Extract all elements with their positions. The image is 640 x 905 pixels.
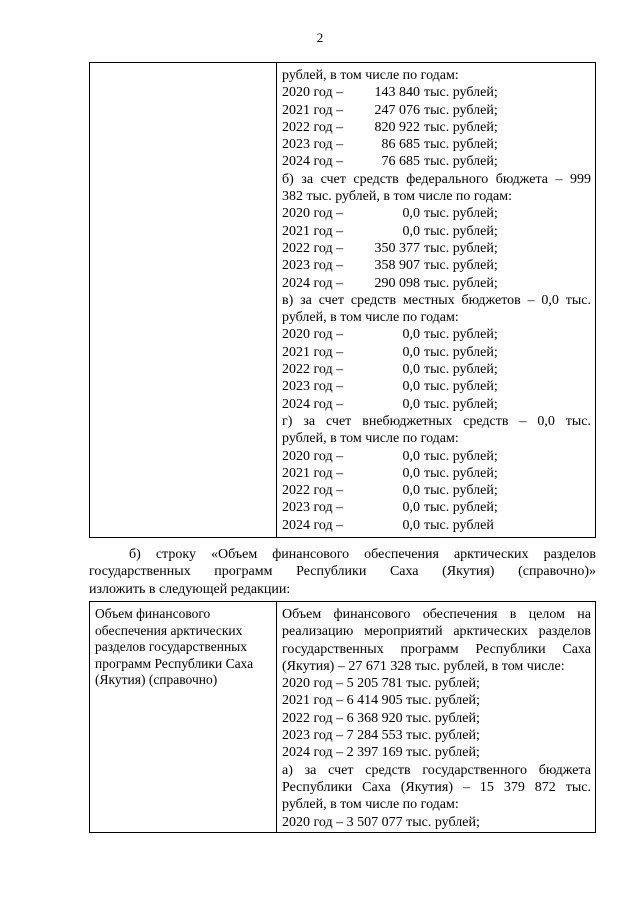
year-unit: тыс. рублей;: [424, 344, 498, 360]
year-label: 2022 год –: [282, 362, 344, 378]
year-unit: тыс. рублей: [424, 517, 494, 533]
year-label: 2020 год –: [282, 85, 344, 101]
year-amount-row: [282, 378, 591, 395]
year-unit: тыс. рублей;: [424, 258, 498, 274]
year-value: 0,0: [402, 344, 420, 360]
left-cell-line: (Якутия) (справочно): [95, 672, 218, 687]
year-value: 86 685: [381, 137, 420, 153]
year-unit: тыс. рублей;: [424, 240, 498, 256]
year-label: 2022 год –: [282, 483, 344, 499]
text-line: 2020 год – 3 507 077 тыс. рублей;: [282, 814, 480, 830]
year-label: 2022 год –: [282, 119, 344, 135]
text-line: (Якутия) – 27 671 328 тыс. рублей, в том числе:: [282, 658, 565, 674]
year-value: 143 840: [374, 85, 420, 101]
table-left-cell-empty: [90, 63, 277, 537]
year-unit: тыс. рублей;: [424, 154, 498, 170]
year-unit: тыс. рублей;: [424, 465, 498, 481]
year-value: 0,0: [402, 500, 420, 516]
left-cell-line: Объем финансового: [95, 606, 211, 621]
year-amount-row: [282, 448, 591, 465]
year-label: 2020 год –: [282, 327, 344, 343]
year-amount-row: [282, 275, 591, 292]
year-unit: тыс. рублей;: [424, 327, 498, 343]
text-line: Объем финансового обеспечения в целом на: [282, 607, 591, 622]
year-label: 2024 год –: [282, 154, 344, 170]
year-amount-row: [282, 102, 591, 119]
year-label: 2021 год –: [282, 102, 344, 118]
year-unit: тыс. рублей;: [424, 223, 498, 239]
year-value: 820 922: [374, 119, 420, 135]
year-label: 2024 год –: [282, 396, 344, 412]
year-value: 0,0: [402, 379, 420, 395]
arctic-financing-table: [89, 601, 596, 833]
year-label: 2022 год –: [282, 240, 344, 256]
text-line: 382 тыс. рублей, в том числе по годам:: [282, 189, 512, 205]
year-label: 2020 год –: [282, 206, 344, 222]
year-label: 2024 год –: [282, 275, 344, 291]
year-unit: тыс. рублей;: [424, 275, 498, 291]
year-amount-row: [282, 396, 591, 413]
year-amount-row: [282, 517, 591, 534]
table-right-cell: [277, 602, 595, 832]
year-amount-row: [282, 326, 591, 343]
year-label: 2021 год –: [282, 344, 344, 360]
left-cell-line: разделов государственных: [95, 639, 247, 654]
year-unit: тыс. рублей;: [424, 119, 498, 135]
year-amount-row: [282, 240, 591, 257]
year-unit: тыс. рублей;: [424, 102, 498, 118]
financing-table-continued: [89, 62, 596, 538]
text-line: рублей, в том числе по годам:: [282, 431, 459, 447]
text-line: 2022 год – 6 368 920 тыс. рублей;: [282, 710, 480, 726]
year-amount-row: [282, 153, 591, 170]
year-amount-row: [282, 205, 591, 222]
year-unit: тыс. рублей;: [424, 448, 498, 464]
year-amount-row: [282, 344, 591, 361]
year-value: 0,0: [402, 396, 420, 412]
year-unit: тыс. рублей;: [424, 396, 498, 412]
text-line: 2024 год – 2 397 169 тыс. рублей;: [282, 745, 480, 761]
text-line: б) за счет средств федерального бюджета – 999: [282, 171, 591, 187]
year-value: 0,0: [402, 206, 420, 222]
year-label: 2021 год –: [282, 465, 344, 481]
year-unit: тыс. рублей;: [424, 379, 498, 395]
year-value: 0,0: [402, 517, 420, 533]
year-unit: тыс. рублей;: [424, 362, 498, 378]
year-label: 2023 год –: [282, 137, 344, 153]
year-amount-row: [282, 257, 591, 274]
year-value: 0,0: [402, 327, 420, 343]
page-number: 2: [316, 30, 324, 45]
year-amount-row: [282, 84, 591, 101]
year-amount-row: [282, 119, 591, 136]
text-line: 2021 год – 6 414 905 тыс. рублей;: [282, 693, 480, 709]
year-label: 2023 год –: [282, 500, 344, 516]
year-label: 2023 год –: [282, 258, 344, 274]
amendment-paragraph: [89, 546, 596, 598]
year-label: 2020 год –: [282, 448, 344, 464]
text-line: 2020 год – 5 205 781 тыс. рублей;: [282, 676, 480, 692]
year-amount-row: [282, 499, 591, 516]
table-right-cell: [277, 63, 595, 537]
year-value: 0,0: [402, 465, 420, 481]
year-unit: тыс. рублей;: [424, 85, 498, 101]
text-line: в) за счет средств местных бюджетов – 0,0 тыс.: [282, 292, 591, 308]
year-value: 76 685: [381, 154, 420, 170]
year-label: 2024 год –: [282, 517, 344, 533]
year-amount-row: [282, 465, 591, 482]
left-cell-line: обеспечения арктических: [95, 622, 243, 638]
year-value: 0,0: [402, 362, 420, 378]
year-unit: тыс. рублей;: [424, 137, 498, 153]
year-amount-row: [282, 136, 591, 153]
year-value: 290 098: [374, 275, 420, 291]
table-left-cell: [90, 602, 277, 832]
year-unit: тыс. рублей;: [424, 483, 498, 499]
year-unit: тыс. рублей;: [424, 500, 498, 516]
year-label: 2021 год –: [282, 223, 344, 239]
left-cell-line: программ Республики Саха: [95, 655, 254, 671]
year-amount-row: [282, 223, 591, 240]
text-line: а) за счет средств государственного бюджета: [282, 762, 591, 778]
text-line: 2023 год – 7 284 553 тыс. рублей;: [282, 728, 480, 744]
text-line: Республики Саха (Якутия) – 15 379 872 тыс.: [282, 779, 591, 795]
text-line: государственных программ Республики Саха: [282, 641, 591, 657]
paragraph-line: государственных программ Республики Саха (Якутия) (справочно)»: [89, 564, 596, 580]
year-amount-row: [282, 361, 591, 378]
text-line: рублей, в том числе по годам:: [282, 310, 459, 326]
year-label: 2023 год –: [282, 379, 344, 395]
year-value: 358 907: [374, 258, 420, 274]
text-line: реализацию мероприятий арктических разделов: [282, 624, 591, 640]
year-value: 0,0: [402, 448, 420, 464]
paragraph-line: б) строку «Объем финансового обеспечения арктических разделов: [129, 547, 596, 562]
year-value: 0,0: [402, 483, 420, 499]
paragraph-line: изложить в следующей редакции:: [89, 581, 291, 597]
text-line: рублей, в том числе по годам:: [282, 797, 459, 813]
text-line: рублей, в том числе по годам:: [282, 68, 459, 83]
year-amount-row: [282, 482, 591, 499]
year-value: 350 377: [374, 240, 420, 256]
year-value: 0,0: [402, 223, 420, 239]
year-value: 247 076: [374, 102, 420, 118]
year-unit: тыс. рублей;: [424, 206, 498, 222]
text-line: г) за счет внебюджетных средств – 0,0 тыс.: [282, 413, 591, 429]
